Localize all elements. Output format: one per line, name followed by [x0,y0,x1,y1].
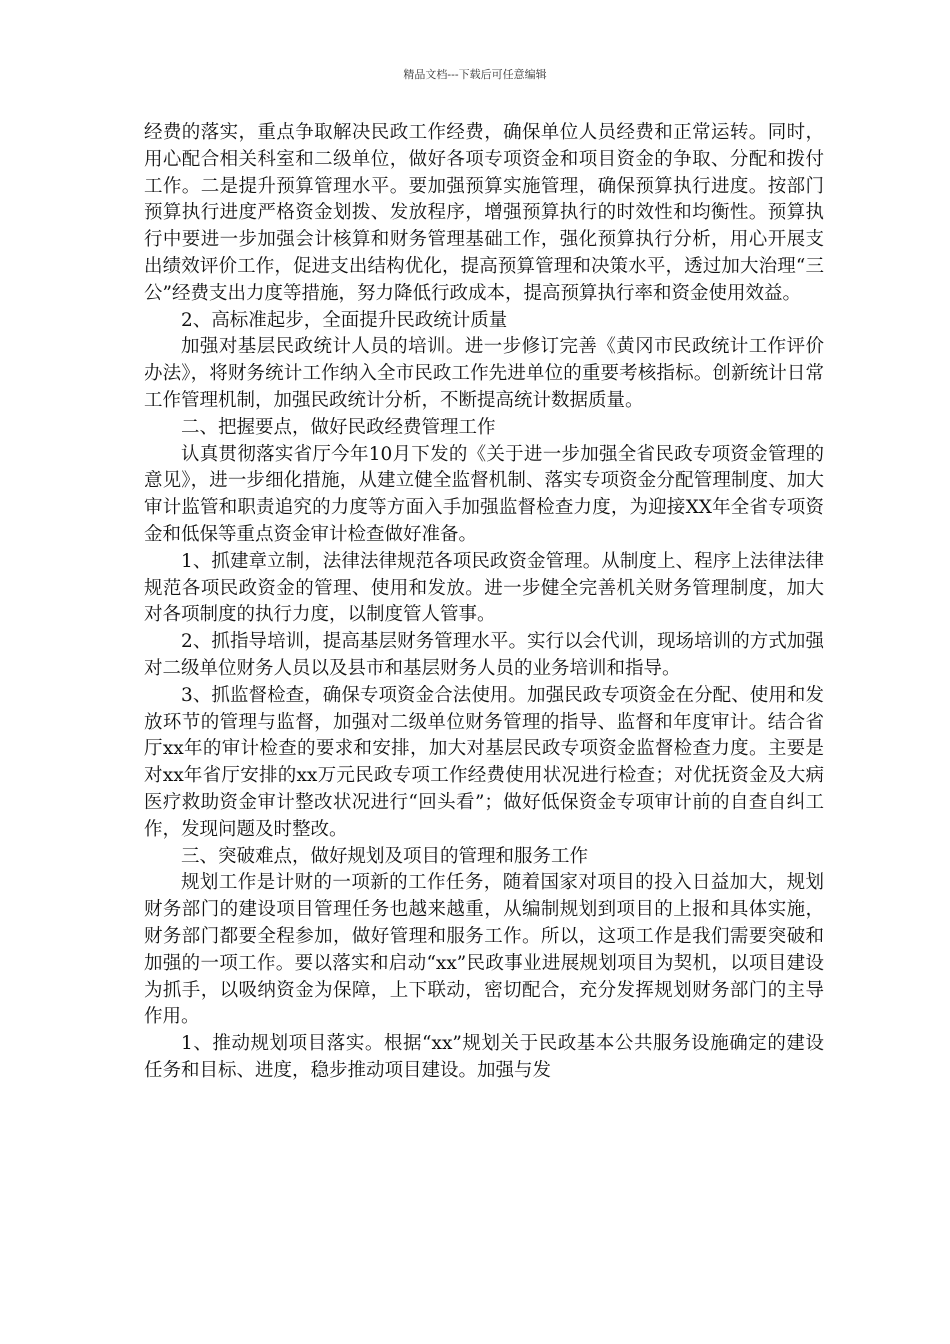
paragraph-planning-projects: 1、推动规划项目落实。根据“xx”规划关于民政基本公共服务设施确定的建设任务和目标、进度，稳步推动项目建设。加强与发 [144,1033,824,1081]
paragraph-supervision: 3、抓监督检查，确保专项资金合法使用。加强民政专项资金在分配、使用和发放环节的管理与监督，加强对二级单位财务管理的指导、监督和年度审计。结合省厅xx年的审计检查的要求和安排，加大对基层民政专项资金监督检查力度。主要是对xx年省厅安排的xx万元民政专项工作经费使用状况进行检查；对优抚资金及大病医疗救助资金审计整改状况进行“回头看”；做好低保资金专项审计前的自查自纠工作，发现问题及时整改。 [144,684,824,840]
paragraph-special-funds: 认真贯彻落实省厅今年10月下发的《关于进一步加强全省民政专项资金管理的意见》，进一步细化措施，从建立健全监督机制、落实专项资金分配管理制度、加大审计监管和职责追究的力度等方面入手加强监督检查力度，为迎接XX年全省专项资金和低保等重点资金审计检查做好准备。 [144,443,824,545]
page-header: 精品文档---下载后可任意编辑 [403,68,547,81]
paragraph-planning-work: 规划工作是计财的一项新的工作任务，随着国家对项目的投入日益加大，规划财务部门的建设项目管理任务也越来越重，从编制规划到项目的上报和具体实施，财务部门都要全程参加，做好管理和服务工作。所以，这项工作是我们需要突破和加强的一项工作。要以落实和启动“xx”民政事业进展规划项目为契机，以项目建设为抓手，以吸纳资金为保障，上下联动，密切配合，充分发挥规划财务部门的主导作用。 [144,872,824,1028]
heading-section-three: 三、突破难点，做好规划及项目的管理和服务工作 [181,845,589,867]
paragraph-budget-continued: 经费的落实，重点争取解决民政工作经费，确保单位人员经费和正常运转。同时，用心配合相关科室和二级单位，做好各项专项资金和项目资金的争取、分配和拨付工作。二是提升预算管理水平。要加强预算实施管理，确保预算执行进度。按部门预算执行进度严格资金划拨、发放程序，增强预算执行的时效性和均衡性。预算执行中要进一步加强会计核算和财务管理基础工作，强化预算执行分析，用心开展支出绩效评价工作，促进支出结构优化，提高预算管理和决策水平，透过加大治理“三公”经费支出力度等措施，努力降低行政成本，提高预算执行率和资金使用效益。 [144,122,824,304]
paragraph-rules-regulation: 1、抓建章立制，法律法律规范各项民政资金管理。从制度上、程序上法律法律规范各项民政资金的管理、使用和发放。进一步健全完善机关财务管理制度，加大对各项制度的执行力度，以制度管人管事。 [144,550,824,626]
paragraph-guidance-training: 2、抓指导培训，提高基层财务管理水平。实行以会代训，现场培训的方式加强对二级单位财务人员以及县市和基层财务人员的业务培训和指导。 [144,631,824,679]
document-body [144,120,824,1085]
paragraph-statistics-training: 加强对基层民政统计人员的培训。进一步修订完善《黄冈市民政统计工作评价办法》，将财务统计工作纳入全市民政工作先进单位的重要考核指标。创新统计日常工作管理机制，加强民政统计分析，不断提高统计数据质量。 [144,336,824,411]
heading-section-two: 二、把握要点，做好民政经费管理工作 [181,416,496,438]
heading-statistics-quality: 2、高标准起步，全面提升民政统计质量 [181,309,508,331]
